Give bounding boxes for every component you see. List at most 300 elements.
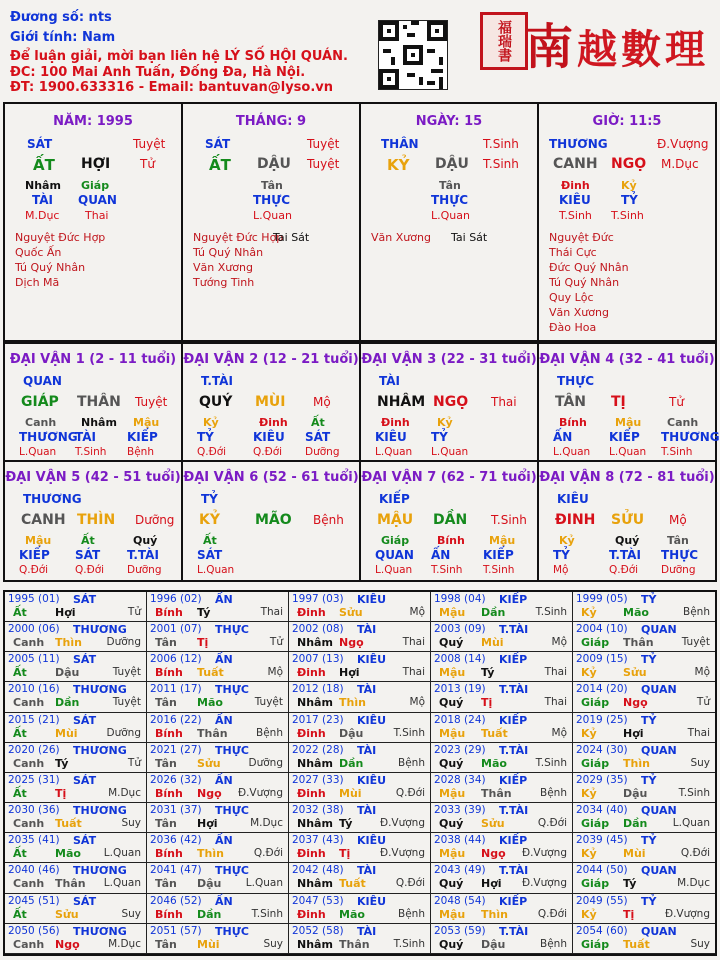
year-cell[interactable] <box>5 743 147 773</box>
year-can: Giáp <box>581 877 610 891</box>
year-truong-sinh: Mộ <box>551 636 567 649</box>
year-truong-sinh: Đ.Vượng <box>237 786 283 799</box>
year-than: THỰC <box>215 924 249 938</box>
year-cell[interactable] <box>147 833 289 863</box>
year-than: KIẾP <box>499 713 528 727</box>
pillar-title: NGÀY: 15 <box>415 114 483 129</box>
year-can: Nhâm <box>297 696 333 710</box>
year-label: 2049 (55) <box>576 894 628 907</box>
than-label: QUAN <box>23 374 62 388</box>
than-label: KIÊU <box>557 492 589 506</box>
year-than: QUAN <box>641 623 677 637</box>
year-than: T.TÀI <box>499 743 529 757</box>
year-cell[interactable] <box>289 743 431 773</box>
year-than: T.TÀI <box>499 864 529 878</box>
year-than: ẤN <box>215 653 233 667</box>
year-cell[interactable] <box>147 803 289 833</box>
than-sat: Nguyệt Đức Hợp <box>193 231 284 244</box>
dai-van-title: ĐẠI VẬN 1 (2 - 11 tuổi) <box>9 352 177 367</box>
year-chi: Tị <box>481 696 493 710</box>
year-label: 2018 (24) <box>434 713 486 726</box>
year-cell[interactable] <box>5 803 147 833</box>
year-cell[interactable] <box>5 713 147 743</box>
year-cell[interactable] <box>289 863 431 893</box>
year-cell[interactable] <box>289 833 431 863</box>
year-can: Giáp <box>581 636 610 650</box>
year-cell[interactable] <box>147 924 289 954</box>
year-cell[interactable] <box>431 833 573 863</box>
year-can: Tân <box>155 636 177 650</box>
year-chi: Dậu <box>339 726 364 740</box>
thien-can: KỶ <box>387 156 410 174</box>
year-truong-sinh: Q.Đới <box>253 847 283 860</box>
year-label: 2042 (48) <box>292 864 344 877</box>
thien-can: NHÂM <box>377 394 426 410</box>
year-label: 2047 (53) <box>292 894 344 907</box>
thap-than: TÀI <box>75 430 97 444</box>
tang-can: Kỷ <box>437 416 453 429</box>
year-cell[interactable] <box>147 713 289 743</box>
dai-van-title: ĐẠI VẬN 5 (42 - 51 tuổi) <box>5 470 181 485</box>
year-can: Canh <box>13 696 45 710</box>
dia-chi: NGỌ <box>611 156 647 172</box>
year-than: THỰC <box>215 683 249 697</box>
year-cell[interactable] <box>289 773 431 803</box>
year-than: KIÊU <box>357 834 387 848</box>
year-than: SÁT <box>73 653 97 667</box>
thien-can: MẬU <box>377 512 414 528</box>
thien-can: CANH <box>21 512 66 528</box>
year-truong-sinh: Bệnh <box>398 756 425 769</box>
dia-chi: DẬU <box>257 156 291 172</box>
thap-than: KIÊU <box>559 193 591 207</box>
vong: T.Sinh <box>431 564 463 576</box>
year-than: TỶ <box>641 894 657 908</box>
year-cell[interactable] <box>431 652 573 682</box>
year-than: ẤN <box>215 593 233 606</box>
year-label: 2046 (52) <box>150 894 202 907</box>
seal-stamp: 福瑞書 <box>480 12 528 70</box>
year-truong-sinh: Tử <box>696 696 710 709</box>
year-truong-sinh: T.Sinh <box>678 786 710 799</box>
year-cell[interactable] <box>573 743 715 773</box>
year-than: TỶ <box>641 834 657 848</box>
year-cell[interactable] <box>573 773 715 803</box>
year-than: TÀI <box>357 623 377 637</box>
year-than: TỶ <box>641 653 657 667</box>
year-can: Tân <box>155 696 177 710</box>
year-chi: Mão <box>197 696 223 710</box>
tang-can: Quý <box>133 534 158 547</box>
thap-than: KIÊU <box>253 430 285 444</box>
year-cell[interactable] <box>147 622 289 652</box>
year-label: 2015 (21) <box>8 713 60 726</box>
luu-nien-grid <box>3 590 717 956</box>
year-truong-sinh: L.Quan <box>103 847 141 860</box>
year-cell[interactable] <box>5 773 147 803</box>
year-label: 2053 (59) <box>434 924 486 937</box>
vong: T.Sinh <box>661 446 693 458</box>
tang-can: Giáp <box>381 534 410 547</box>
year-label: 2022 (28) <box>292 743 344 756</box>
year-label: 2034 (40) <box>576 804 628 817</box>
year-label: 2040 (46) <box>8 864 60 877</box>
year-label: 2025 (31) <box>8 773 60 786</box>
year-truong-sinh: Dưỡng <box>106 726 141 739</box>
year-label: 2031 (37) <box>150 804 202 817</box>
year-truong-sinh: Đ.Vượng <box>521 847 567 860</box>
year-cell[interactable] <box>5 863 147 893</box>
thap-than: THỰC <box>661 548 699 562</box>
year-chi: Dậu <box>481 937 506 951</box>
year-than: TÀI <box>357 924 377 938</box>
year-cell[interactable] <box>573 863 715 893</box>
thap-than: THƯƠNG <box>19 430 78 444</box>
year-than: THƯƠNG <box>73 743 127 757</box>
year-truong-sinh: Q.Đới <box>680 847 710 860</box>
dai-van-cell <box>183 344 361 460</box>
year-cell[interactable] <box>289 894 431 924</box>
year-chi: Mùi <box>339 786 362 800</box>
year-truong-sinh: Q.Đới <box>395 877 425 890</box>
year-chi: Thìn <box>55 636 82 650</box>
year-can: Đinh <box>297 606 326 619</box>
year-chi: Hợi <box>197 817 218 831</box>
year-cell[interactable] <box>573 622 715 652</box>
dia-chi: HỢI <box>81 156 111 172</box>
year-chi: Dần <box>623 817 648 831</box>
year-than: QUAN <box>641 804 677 818</box>
pillar-title: THÁNG: 9 <box>235 114 307 129</box>
thien-can: CANH <box>553 156 598 172</box>
year-cell[interactable] <box>431 682 573 712</box>
dai-van-cell <box>5 462 183 580</box>
pillar-gio <box>539 104 715 340</box>
year-label: 1998 (04) <box>434 593 486 605</box>
year-label: 2001 (07) <box>150 623 202 636</box>
year-cell[interactable] <box>5 682 147 712</box>
dai-van-cell <box>5 344 183 460</box>
year-label: 2036 (42) <box>150 834 202 847</box>
than-sat: Văn Xương <box>193 261 253 274</box>
year-cell[interactable] <box>289 592 431 622</box>
year-label: 2052 (58) <box>292 924 344 937</box>
year-truong-sinh: Suy <box>121 907 141 920</box>
pillar-title: GIỜ: 11:5 <box>592 114 662 129</box>
vong: T.Sinh <box>75 446 107 458</box>
year-can: Canh <box>13 636 45 650</box>
year-can: Bính <box>155 786 183 800</box>
dai-van-cell <box>539 462 715 580</box>
year-than: THƯƠNG <box>73 623 127 637</box>
year-can: Mậu <box>439 907 466 921</box>
year-than: THỰC <box>215 623 249 637</box>
truong-sinh-2: Tuyệt <box>307 157 340 171</box>
year-cell[interactable] <box>431 743 573 773</box>
year-cell[interactable] <box>431 894 573 924</box>
thap-than: ẤN <box>553 430 573 444</box>
year-chi: Mão <box>623 606 649 619</box>
year-can: Giáp <box>581 937 610 951</box>
year-chi: Tị <box>55 786 67 800</box>
year-can: Mậu <box>439 606 466 619</box>
year-can: Nhâm <box>297 636 333 650</box>
year-than: QUAN <box>641 743 677 757</box>
vong: Thai <box>85 209 109 222</box>
year-chi: Tý <box>623 877 637 891</box>
year-cell[interactable] <box>573 833 715 863</box>
year-cell[interactable] <box>431 803 573 833</box>
year-truong-sinh: Dưỡng <box>106 636 141 649</box>
year-cell[interactable] <box>289 682 431 712</box>
year-label: 2014 (20) <box>576 683 628 696</box>
thap-than: TỶ <box>621 193 638 207</box>
year-can: Tân <box>155 756 177 770</box>
thien-can: QUÝ <box>199 394 233 410</box>
year-cell[interactable] <box>431 592 573 622</box>
thap-than: THỰC <box>253 193 291 207</box>
year-cell[interactable] <box>289 652 431 682</box>
vong: T.Sinh <box>559 209 592 222</box>
year-cell[interactable] <box>289 622 431 652</box>
year-can: Quý <box>439 937 464 951</box>
dia-chi: MÙI <box>255 394 286 410</box>
logo: 南越數理 <box>525 19 710 75</box>
year-can: Ất <box>13 606 27 619</box>
year-chi: Tị <box>197 636 209 650</box>
year-truong-sinh: Thai <box>687 726 710 739</box>
vong: Q.Đới <box>609 564 639 576</box>
truong-sinh: Thai <box>491 395 517 409</box>
year-chi: Hợi <box>481 877 502 891</box>
tang-can: Nhâm <box>81 416 117 429</box>
year-can: Ất <box>13 666 27 680</box>
year-than: SÁT <box>73 834 97 848</box>
year-than: T.TÀI <box>499 924 529 938</box>
year-chi: Thìn <box>623 756 650 770</box>
year-cell[interactable] <box>573 803 715 833</box>
year-truong-sinh: Tử <box>127 606 141 618</box>
thap-than: THƯƠNG <box>661 430 720 444</box>
year-cell[interactable] <box>431 863 573 893</box>
year-truong-sinh: Đ.Vượng <box>521 877 567 890</box>
year-truong-sinh: Tử <box>127 756 141 769</box>
year-cell[interactable] <box>147 894 289 924</box>
year-cell[interactable] <box>431 713 573 743</box>
tang-can: Canh <box>667 416 699 429</box>
dai-van-cell <box>183 462 361 580</box>
year-than: KIÊU <box>357 713 387 727</box>
vong: L.Quan <box>375 564 413 576</box>
year-chi: Hợi <box>623 726 644 740</box>
year-truong-sinh: Thai <box>402 636 425 649</box>
year-cell[interactable] <box>289 803 431 833</box>
vong: Mộ <box>553 564 569 576</box>
pillar-nam <box>5 104 183 340</box>
dai-van-title: ĐẠI VẬN 4 (32 - 41 tuổi) <box>539 352 715 367</box>
year-cell[interactable] <box>147 743 289 773</box>
thap-than: SÁT <box>305 430 331 444</box>
thap-than: T.TÀI <box>127 548 159 562</box>
vong: Dưỡng <box>127 564 162 576</box>
tang-can: Mậu <box>25 534 52 547</box>
year-than: KIẾP <box>499 773 528 787</box>
year-chi: Dậu <box>197 877 222 891</box>
than-sat: Văn Xương <box>549 306 609 319</box>
year-can: Mậu <box>439 726 466 740</box>
year-truong-sinh: Bệnh <box>683 606 710 618</box>
year-cell[interactable] <box>431 924 573 954</box>
year-label: 1999 (05) <box>576 593 628 605</box>
truong-sinh-2: Tử <box>140 157 155 171</box>
year-cell[interactable] <box>289 924 431 954</box>
tang-can: Nhâm <box>25 179 61 192</box>
year-truong-sinh: T.Sinh <box>251 907 283 920</box>
truong-sinh: Đ.Vượng <box>657 137 709 151</box>
year-truong-sinh: T.Sinh <box>535 606 567 618</box>
year-chi: Tý <box>197 606 211 619</box>
year-than: KIÊU <box>357 894 387 908</box>
thap-than: ẤN <box>431 548 451 562</box>
year-cell[interactable] <box>5 894 147 924</box>
truong-sinh: Bệnh <box>313 513 344 527</box>
year-chi: Thìn <box>197 847 224 861</box>
year-than: THỰC <box>215 743 249 757</box>
year-chi: Ngọ <box>197 786 222 800</box>
vong: M.Dục <box>25 209 60 222</box>
year-cell[interactable] <box>147 682 289 712</box>
year-truong-sinh: Đ.Vượng <box>664 907 710 920</box>
year-label: 2035 (41) <box>8 834 60 847</box>
year-label: 2008 (14) <box>434 653 486 666</box>
tang-can: Ất <box>311 416 325 429</box>
than-label: SÁT <box>27 137 53 151</box>
year-cell[interactable] <box>5 652 147 682</box>
year-truong-sinh: T.Sinh <box>393 937 425 950</box>
year-truong-sinh: Q.Đới <box>537 907 567 920</box>
year-truong-sinh: Thai <box>402 666 425 679</box>
tang-can: Ất <box>203 534 217 547</box>
year-label: 2023 (29) <box>434 743 486 756</box>
year-chi: Ngọ <box>623 696 648 710</box>
than-sat: Tú Quý Nhân <box>193 246 264 259</box>
tang-can: Mậu <box>133 416 160 429</box>
year-truong-sinh: Q.Đới <box>395 786 425 799</box>
year-chi: Tuất <box>481 726 508 740</box>
than-label: THÂN <box>381 137 419 151</box>
year-chi: Thìn <box>481 907 508 921</box>
year-cell[interactable] <box>5 622 147 652</box>
year-cell[interactable] <box>147 773 289 803</box>
year-cell[interactable] <box>147 652 289 682</box>
year-cell[interactable] <box>573 924 715 954</box>
year-truong-sinh: Suy <box>690 937 710 950</box>
year-can: Ất <box>13 907 27 921</box>
thap-than: QUAN <box>78 193 117 207</box>
qr-code-icon[interactable] <box>378 20 448 90</box>
year-label: 2004 (10) <box>576 623 628 636</box>
year-cell[interactable] <box>573 592 715 622</box>
year-chi: Dậu <box>55 666 80 680</box>
year-label: 2030 (36) <box>8 804 60 817</box>
year-can: Bính <box>155 726 183 740</box>
truong-sinh: T.Sinh <box>491 513 527 527</box>
year-can: Đinh <box>297 786 326 800</box>
year-than: THƯƠNG <box>73 864 127 878</box>
year-label: 2037 (43) <box>292 834 344 847</box>
thap-than: SÁT <box>197 548 223 562</box>
tang-can: Quý <box>615 534 640 547</box>
year-cell[interactable] <box>431 773 573 803</box>
year-cell[interactable] <box>289 713 431 743</box>
year-than: SÁT <box>73 713 97 727</box>
dia-chi: MÃO <box>255 512 292 528</box>
year-cell[interactable] <box>573 713 715 743</box>
dia-chi: DẬU <box>435 156 469 172</box>
year-chi: Sửu <box>339 606 363 619</box>
year-truong-sinh: Mộ <box>267 666 283 679</box>
than-label: THƯƠNG <box>549 137 608 151</box>
thap-than: TỶ <box>197 430 214 444</box>
year-label: 2029 (35) <box>576 773 628 786</box>
year-label: 2028 (34) <box>434 773 486 786</box>
year-cell[interactable] <box>5 924 147 954</box>
dia-chi: NGỌ <box>433 394 469 410</box>
dai-van-title: ĐẠI VẬN 6 (52 - 61 tuổi) <box>183 470 359 485</box>
year-truong-sinh: M.Dục <box>250 817 283 830</box>
year-than: TÀI <box>357 743 377 757</box>
vong: Q.Đới <box>75 564 105 576</box>
thap-than: QUAN <box>375 548 414 562</box>
year-than: KIẾP <box>499 894 528 908</box>
than-sat: Tai Sát <box>451 231 488 244</box>
year-cell[interactable] <box>5 592 147 622</box>
year-than: ẤN <box>215 834 233 848</box>
year-can: Canh <box>13 877 45 891</box>
year-label: 2007 (13) <box>292 653 344 666</box>
year-can: Nhâm <box>297 877 333 891</box>
year-can: Đinh <box>297 666 326 680</box>
year-cell[interactable] <box>573 894 715 924</box>
year-than: ẤN <box>215 894 233 908</box>
year-cell[interactable] <box>573 652 715 682</box>
tang-can: Ất <box>81 534 95 547</box>
year-cell[interactable] <box>573 682 715 712</box>
year-can: Đinh <box>297 726 326 740</box>
year-chi: Ngọ <box>481 847 506 861</box>
year-cell[interactable] <box>147 863 289 893</box>
year-cell[interactable] <box>431 622 573 652</box>
year-truong-sinh: Bệnh <box>398 907 425 920</box>
year-chi: Dần <box>481 606 506 619</box>
year-cell[interactable] <box>5 833 147 863</box>
year-can: Đinh <box>297 907 326 921</box>
contact-line-1: Để luận giải, mời bạn liên hệ LÝ SỐ HỘI QUÁN. <box>10 49 348 64</box>
year-chi: Mùi <box>623 847 646 861</box>
thap-than: THỰC <box>431 193 469 207</box>
thap-than: KIÊU <box>375 430 407 444</box>
year-cell[interactable] <box>147 592 289 622</box>
year-than: THƯƠNG <box>73 924 127 938</box>
dia-chi: THÌN <box>77 512 116 528</box>
tang-can: Bính <box>559 416 587 429</box>
year-label: 2012 (18) <box>292 683 344 696</box>
year-than: QUAN <box>641 924 677 938</box>
year-label: 2024 (30) <box>576 743 628 756</box>
year-truong-sinh: M.Dục <box>108 786 141 799</box>
year-chi: Mùi <box>197 937 220 951</box>
year-than: TÀI <box>357 683 377 697</box>
